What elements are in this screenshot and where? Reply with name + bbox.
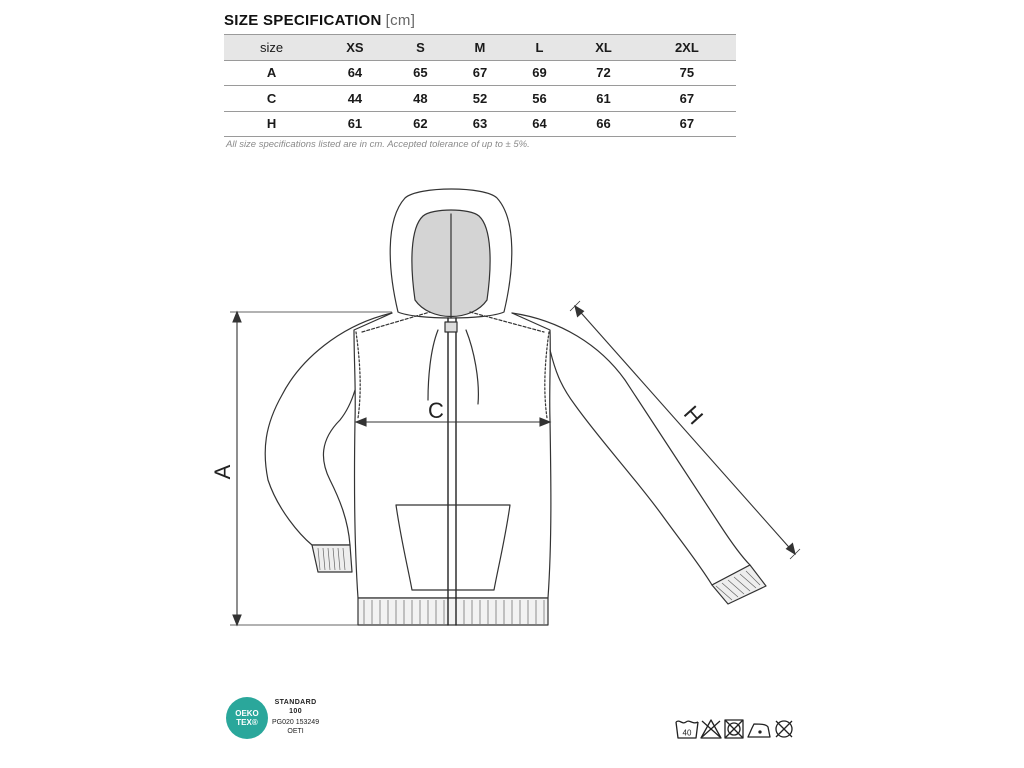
no-bleach-icon — [701, 720, 721, 738]
header-cell: L — [510, 35, 570, 61]
measure-a-label: A — [210, 464, 235, 480]
oeko-badge-line2: TEX® — [236, 718, 258, 727]
oeko-code: PG020 153249 — [272, 719, 320, 726]
table-cell: 64 — [510, 111, 570, 137]
measure-h-label: H — [678, 400, 709, 430]
header-cell: S — [391, 35, 451, 61]
table-cell: 66 — [569, 111, 637, 137]
right-cuff — [712, 565, 766, 604]
measure-h-line — [575, 306, 795, 554]
right-sleeve — [512, 313, 750, 585]
kangaroo-pocket — [396, 505, 510, 590]
table-cell: 64 — [319, 60, 390, 86]
iron-low-icon — [748, 724, 770, 737]
table-cell: C — [224, 86, 319, 112]
no-tumble-dry-icon — [725, 720, 743, 738]
shoulder-seam — [356, 332, 360, 418]
oeko-standard-number: 100 — [289, 707, 302, 715]
tolerance-note: All size specifications listed are in cm. Accepted tolerance of up to ± 5%. — [226, 139, 530, 150]
oeko-tex-logo — [226, 697, 268, 739]
left-sleeve — [265, 313, 392, 545]
no-dry-clean-icon — [776, 721, 792, 737]
shoulder-seam — [545, 332, 549, 418]
measure-c-arrow-right — [540, 418, 550, 426]
header-cell: XS — [319, 35, 390, 61]
measure-c-label: C — [428, 398, 444, 423]
table-cell: 67 — [638, 86, 736, 112]
table-cell: 67 — [638, 111, 736, 137]
table-cell: 67 — [450, 60, 510, 86]
table-cell: 65 — [391, 60, 451, 86]
measure-a-arrow-bottom — [233, 615, 241, 625]
oeko-institute: OETI — [287, 727, 304, 735]
table-cell: 69 — [510, 60, 570, 86]
care-symbols — [674, 716, 796, 742]
drawstring-right — [466, 330, 478, 404]
table-cell: 61 — [569, 86, 637, 112]
table-cell: 72 — [569, 60, 637, 86]
table-cell: H — [224, 111, 319, 137]
oeko-badge-line1: OEKO — [235, 709, 259, 718]
oeko-tex-certification — [272, 699, 319, 736]
drawstring-left — [428, 330, 438, 400]
title-unit: [cm] — [385, 12, 416, 29]
header-cell: size — [224, 35, 319, 61]
zipper — [448, 318, 456, 625]
oeko-standard: STANDARD — [274, 699, 317, 706]
measure-a-arrow-top — [233, 312, 241, 322]
table-cell: 56 — [510, 86, 570, 112]
table-cell: 61 — [319, 111, 390, 137]
title-text: SIZE SPECIFICATION — [224, 12, 382, 29]
body-outline — [354, 313, 551, 598]
table-cell: 52 — [450, 86, 510, 112]
table-cell: A — [224, 60, 319, 86]
neck-label — [445, 322, 457, 332]
wash-40-icon — [676, 721, 698, 738]
table-cell: 63 — [450, 111, 510, 137]
table-cell: 62 — [391, 111, 451, 137]
table-cell: 48 — [391, 86, 451, 112]
waistband — [358, 598, 548, 625]
header-cell: M — [450, 35, 510, 61]
table-cell: 44 — [319, 86, 390, 112]
header-cell: XL — [569, 35, 637, 61]
svg-text:40: 40 — [682, 728, 692, 738]
table-cell: 75 — [638, 60, 736, 86]
header-cell: 2XL — [638, 35, 736, 61]
measure-c-arrow-left — [356, 418, 366, 426]
